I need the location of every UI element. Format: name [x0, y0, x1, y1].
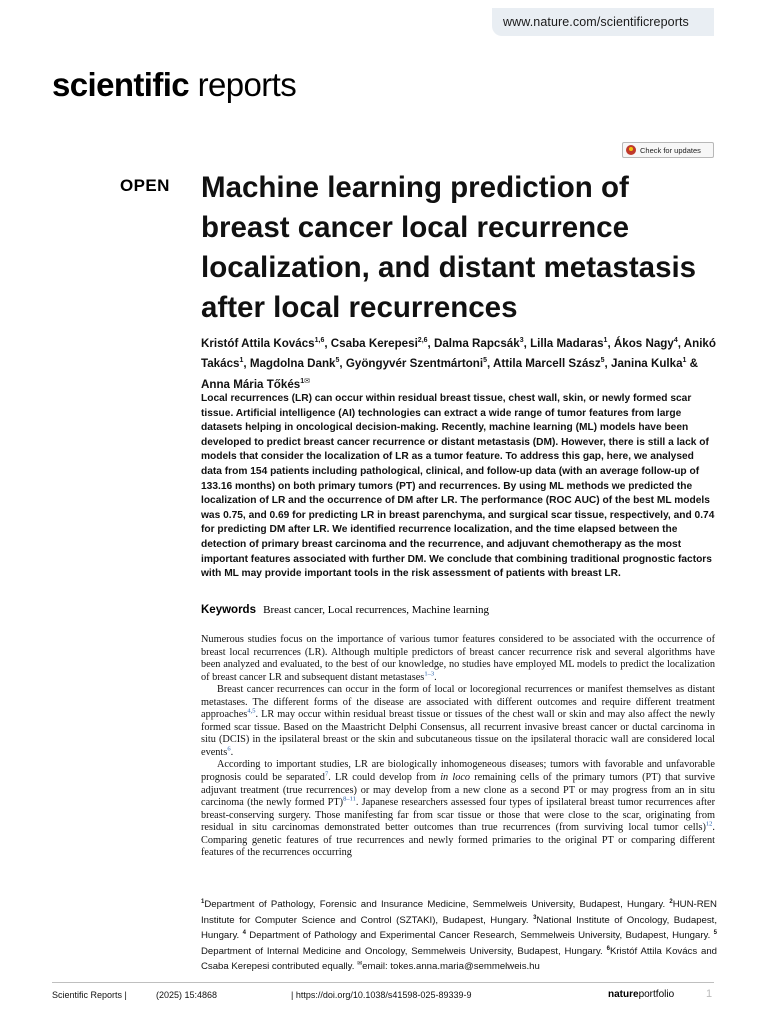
affiliation-text: Kristóf Attila Kovács and Csaba Kerepesi contributed equally.	[201, 945, 718, 973]
citation-link[interactable]: 7	[324, 770, 329, 778]
author-affiliation-sup: 4	[673, 337, 678, 344]
keywords-label: Keywords	[201, 604, 256, 616]
author-separator: ,	[607, 336, 614, 350]
author-separator: ,	[677, 336, 684, 350]
author-affiliation-sup: 5	[335, 357, 340, 365]
author-name[interactable]: Gyöngyvér Szentmártoni	[345, 357, 484, 371]
author-affiliation-sup: 2,6	[417, 337, 428, 344]
crossmark-icon	[626, 145, 636, 155]
check-for-updates-label: Check for updates	[640, 145, 701, 155]
affiliation-number: ✉	[357, 961, 363, 968]
nature-portfolio-logo: natureportfolio	[608, 989, 675, 1000]
citation-link[interactable]: 1–3	[424, 670, 435, 678]
author-affiliation-sup: 1	[603, 337, 608, 344]
footer-divider	[52, 982, 714, 983]
author-list	[201, 332, 721, 393]
footer-volume: (2025) 15:4868	[156, 990, 218, 1000]
affiliation-number: 1	[201, 899, 205, 905]
check-for-updates-button[interactable]	[622, 142, 714, 158]
author-affiliation-sup: 1	[239, 357, 244, 365]
author-name[interactable]: Attila Marcell Szász	[493, 357, 601, 371]
author-separator: ,	[427, 336, 434, 350]
author-name[interactable]: Kristóf Attila Kovács	[201, 336, 315, 350]
citation-link[interactable]: 4,5	[247, 707, 256, 715]
abstract: Local recurrences (LR) can occur within residual breast tissue, chest wall, skin, or newly formed scar tissue. Artificial intelligence (AI) technologies can extract a wide range of tumor features from large datasets helping in oncological decision-making. Recently, machine learning (ML) models have been developed to predict breast cancer recurrence or distant metastasis (DM). However, there is still a lack of models that consider the localization of LR as a tumor feature. To address this gap, here, we analysed data from 154 patients including pathological, clinical, and follow-up data (with an average follow-up of 133.16 months) on both primary tumors (PT) and recurrences. By using ML methods we predicted the localization of LR and the occurrence of DM after LR. The performance (ROC AUC) of the best ML models was 0.75, and 0.69 for predicting LR in breast parenchyma, and surgical scar tissue, respectively, and 0.74 for predicting DM after LR. We identified recurrence localization, and the time elapsed between the detection of primary breast carcinoma and the recurrence, and adjuvant chemotherapy as the most important features associated with further DM. We conclude that combining traditional prognostic factors with ML may provide important tools in the risk assessment of patients with breast LR.	[201, 393, 715, 580]
paragraph: Breast cancer recurrences can occur in the form of local or locoregional recurrences or manifest themselves as distant metastases. The different forms of the disease are associated with different outcomes and require different treatment approaches$^{4,5}$. LR may occur within residual breast tissue or tissues of the chest wall or skin and may also affect the newly formed scar tissue. Based on the Maastricht Delphi Consensus, all recurrent invasive breast cancer or ductal carcinoma in situ (DCIS) in the ipsilateral breast or the skin and subcutaneous tissue on the ipsilateral thoracic wall are considered local events$^6$.	[201, 684, 715, 758]
citation-link[interactable]: 8–11	[343, 795, 356, 803]
affiliation-number: 6	[606, 945, 610, 952]
page-number: 1	[706, 988, 713, 1000]
affiliation-text: National Institute of Oncology, Budapest, Hungary.	[201, 914, 717, 942]
affiliation-number: 2	[669, 899, 673, 905]
keywords-text: Breast cancer, Local recurrences, Machine learning	[263, 604, 490, 616]
author-name[interactable]: Ákos Nagy	[613, 336, 674, 350]
affiliation-number: 3	[533, 914, 537, 921]
author-name[interactable]: Janina Kulka	[611, 357, 683, 371]
paragraph: Numerous studies focus on the importance of various tumor features considered to be associated with the occurrence of breast local recurrences (LR). Although multiple predictors of breast cancer recurrence risk and several algorithms have been analyzed and evaluated, to the best of our knowledge, no studies have employed ML models to predict the localization of breast cancer LR and subsequent distant metastases$^{1-3}$.	[201, 634, 715, 683]
author-name[interactable]: Lilla Madaras	[530, 336, 604, 350]
author-affiliation-sup: 5	[483, 357, 488, 365]
journal-logo: scientific reports	[52, 66, 297, 103]
author-name[interactable]: Anna Mária Tőkés	[201, 377, 301, 391]
journal-url[interactable]: www.nature.com/scientificreports	[503, 15, 689, 29]
author-affiliation-sup: 5	[600, 357, 605, 365]
author-affiliation-sup: 1	[682, 357, 687, 365]
citation-link[interactable]: 6	[227, 745, 231, 753]
author-affiliation-sup: 1,6	[314, 337, 325, 344]
paragraph: According to important studies, LR are biologically inhomogeneous diseases; tumors with favorable and unfavorable prognosis could be separated$^7$. LR could develop from in loco remaining cells of the primary tumors (PT) that survive adjuvant treatment (true recurrences) or may develop from a new clone as a second PT or may progress from an in situ carcinoma (the newly formed PT)$^{8-11}$. Japanese researchers assessed four types of ipsilateral breast tumor recurrences after breast-conserving surgery. Those manifesting far from scar tissue or those that were close to the scar, originating from residual in situ carcinomas demonstrated better outcomes than true recurrences (from surviving local tumor cells)$^{12}$. Comparing genetic features of true recurrences and newly formed primaries to the original PT or comparing different features of the recurrences occurring	[201, 759, 716, 859]
author-separator: ,	[339, 357, 346, 371]
keywords	[201, 604, 721, 616]
introduction-text	[201, 634, 715, 860]
article-title: Machine learning prediction of breast cancer local recurrence localization, and distant metastasis after local recurrences	[201, 171, 697, 324]
footer-journal: Scientific Reports |	[52, 990, 127, 1000]
author-name[interactable]: Anikó Takács	[201, 336, 716, 371]
author-affiliation-sup: 1✉	[300, 377, 310, 385]
affiliation-text: HUN-REN Institute for Computer Science and Control (SZTAKI), Budapest, Hungary.	[201, 899, 717, 926]
open-access-label: OPEN	[120, 176, 170, 195]
affiliation-text: Department of Internal Medicine and Oncology, Semmelweis University, Budapest, Hungary.	[201, 945, 607, 957]
affiliation-text: Department of Pathology and Experimental Cancer Research, Semmelweis University, Budapest, Hungary.	[245, 930, 714, 942]
author-separator: ,	[523, 336, 531, 350]
footer-doi-link[interactable]: | https://doi.org/10.1038/s41598-025-89339-9	[291, 990, 472, 1000]
author-affiliation-sup: 3	[519, 337, 524, 344]
author-separator: ,	[243, 357, 250, 371]
citation-link[interactable]: 12	[705, 820, 713, 828]
affiliation-text: Department of Pathology, Forensic and Insurance Medicine, Semmelweis University, Budapest, Hungary.	[204, 899, 670, 911]
affiliation-number: 5	[713, 930, 717, 937]
author-separator: ,	[487, 357, 494, 371]
author-separator: ,	[324, 336, 331, 350]
author-name[interactable]: Magdolna Dank	[249, 357, 336, 371]
author-name[interactable]: Dalma Rapcsák	[433, 336, 520, 350]
author-name[interactable]: Csaba Kerepesi	[330, 336, 418, 350]
author-separator: ,	[604, 357, 611, 371]
affiliation-text: email: tokes.anna.maria@semmelweis.hu	[362, 961, 540, 973]
affiliation-number: 4	[242, 930, 246, 937]
affiliations	[201, 896, 717, 974]
author-separator: &	[686, 357, 699, 371]
